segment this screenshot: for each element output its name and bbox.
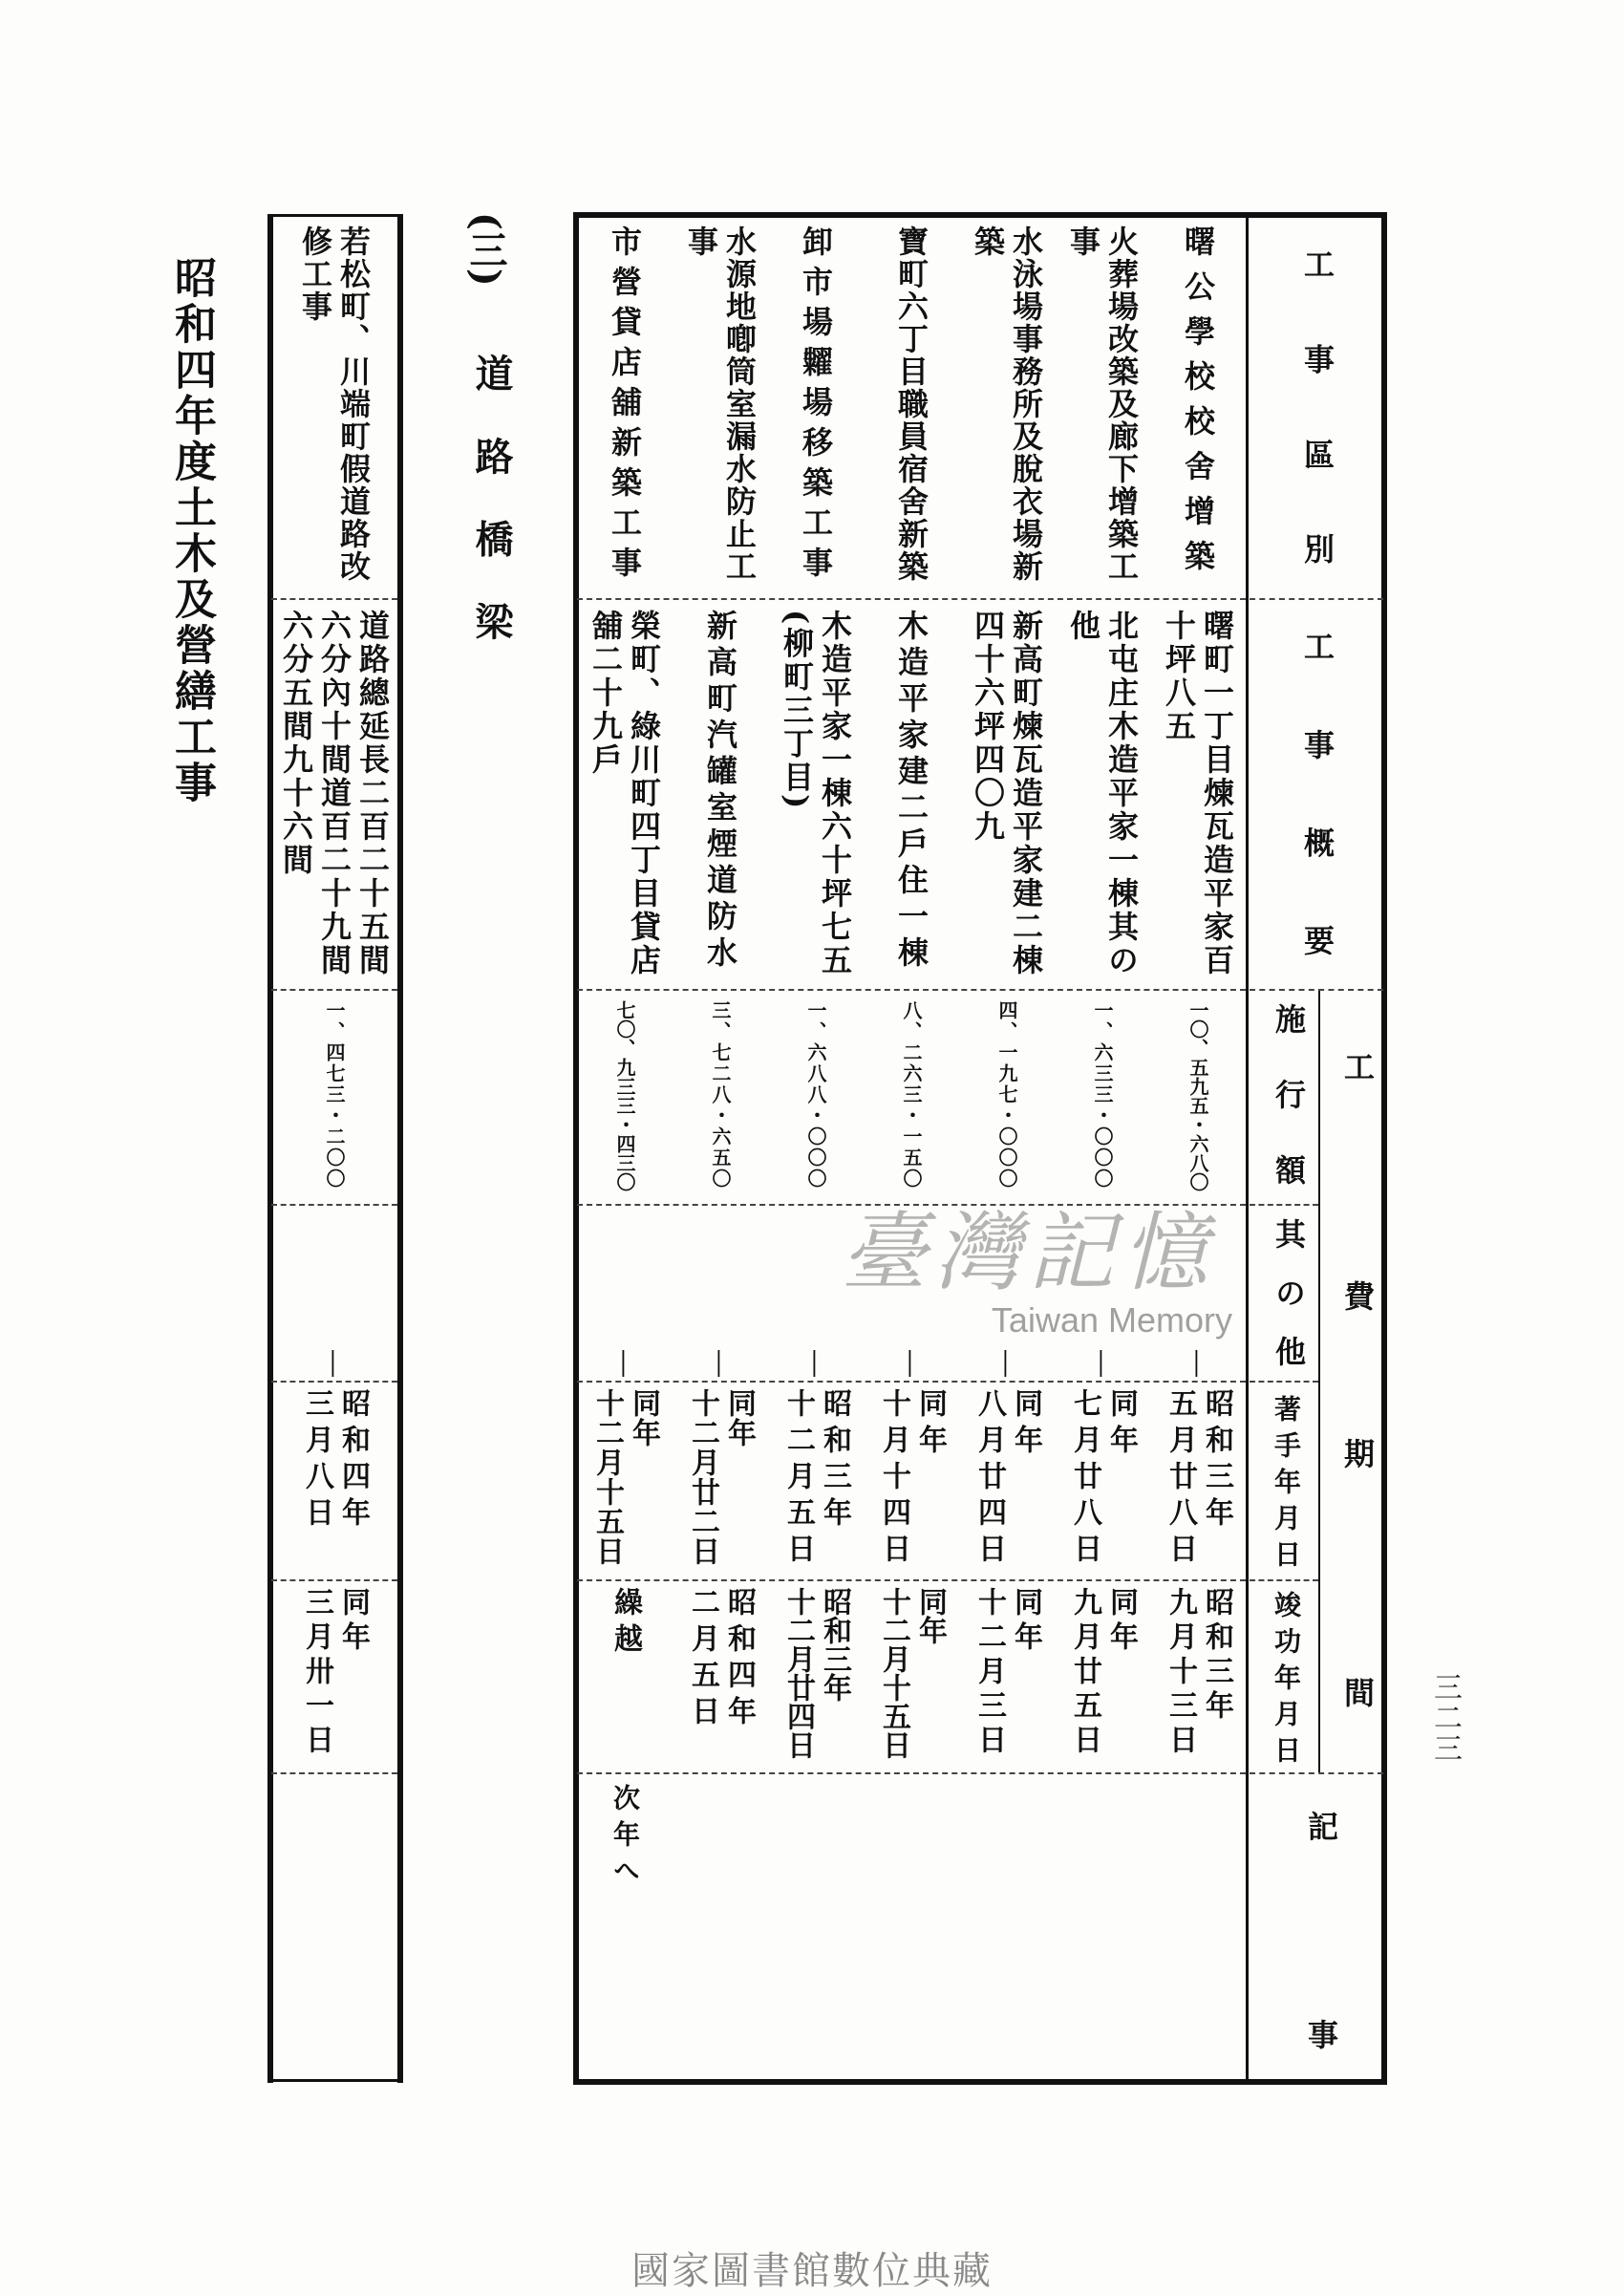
name-text: 若松町、川端町假道路改 修工事 xyxy=(297,225,372,583)
cell-cost xyxy=(864,989,959,1204)
header-cost-2: 費 xyxy=(1339,1280,1376,1311)
cell-start xyxy=(864,1381,959,1579)
cell-note xyxy=(577,1772,673,2081)
cell-name xyxy=(269,214,399,598)
cell-summary xyxy=(768,598,864,989)
cell-other xyxy=(959,1204,1055,1381)
end-text: 昭和四年 二月五日 xyxy=(686,1587,756,1732)
other-text: ― xyxy=(705,1350,737,1377)
cell-other xyxy=(269,1204,399,1381)
header-end: 竣功年月日 xyxy=(1271,1591,1302,1763)
cell-other xyxy=(673,1204,768,1381)
cell-note xyxy=(959,1772,1055,2081)
header-separator xyxy=(1250,989,1383,991)
cell-end xyxy=(577,1579,673,1772)
name-text: 水泳場事務所及脫衣場新 築 xyxy=(970,225,1044,583)
cell-end xyxy=(269,1579,399,1772)
cell-end xyxy=(864,1579,959,1772)
summary-text: 榮町、綠川町四丁目貸店 舖二十九戶 xyxy=(588,610,662,977)
row-separator xyxy=(577,598,1246,600)
header-separator xyxy=(1250,1381,1318,1383)
cell-end xyxy=(1055,1579,1150,1772)
cell-start xyxy=(1055,1381,1150,1579)
cell-summary xyxy=(864,598,959,989)
cell-end xyxy=(1150,1579,1246,1772)
watermark-sub: Taiwan Memory xyxy=(991,1300,1232,1340)
cell-start xyxy=(959,1381,1055,1579)
start-text: 昭和三年 五月廿八日 xyxy=(1164,1388,1233,1570)
end-text: 同年 十二月三日 xyxy=(972,1587,1042,1759)
header-start: 著手年月日 xyxy=(1271,1395,1302,1567)
other-text: ― xyxy=(896,1350,928,1377)
cell-cost xyxy=(768,989,864,1204)
summary-text: 木造平家一棟六十坪七五 (柳町三丁目) xyxy=(779,610,853,977)
cell-note xyxy=(673,1772,768,2081)
name-text: 曙公學校校舍增築 xyxy=(1180,225,1216,585)
cell-end xyxy=(673,1579,768,1772)
cell-start xyxy=(673,1381,768,1579)
cell-name xyxy=(768,214,864,598)
cell-other xyxy=(768,1204,864,1381)
section-number: (三) xyxy=(463,212,508,287)
cell-cost xyxy=(959,989,1055,1204)
cost-text: 三、七二八・六五〇 xyxy=(709,1000,732,1190)
row-separator xyxy=(271,1772,397,1774)
end-text: 同年 三月卅一日 xyxy=(300,1587,370,1759)
table-right-border xyxy=(1381,212,1387,2085)
row-separator xyxy=(577,989,1246,991)
other-text: ― xyxy=(992,1350,1023,1377)
row-separator xyxy=(271,1579,397,1581)
cell-other xyxy=(577,1204,673,1381)
row-separator xyxy=(271,1204,397,1206)
summary-text: 道路總延長二百二十五間 六分內十間道百二十九間 六分五間九十六間 xyxy=(278,610,391,977)
cell-summary xyxy=(673,598,768,989)
cell-summary xyxy=(577,598,673,989)
header-cost-other: 其の他 xyxy=(1271,1218,1307,1366)
start-text: 同年 七月廿八日 xyxy=(1068,1388,1138,1570)
header-divider xyxy=(1246,212,1249,2085)
cell-name xyxy=(959,214,1055,598)
cell-name xyxy=(577,214,673,598)
name-text: 寶町六丁目職員宿舍新築 xyxy=(893,225,930,583)
cost-text: 八、二六三・一五〇 xyxy=(900,1000,923,1190)
cell-name xyxy=(673,214,768,598)
other-text: ― xyxy=(319,1350,351,1377)
cell-summary xyxy=(959,598,1055,989)
row-separator xyxy=(577,1381,1246,1383)
cell-cost xyxy=(1150,989,1246,1204)
header-separator xyxy=(1250,1204,1318,1206)
header-period-1: 期 xyxy=(1339,1438,1376,1469)
cell-summary xyxy=(269,598,399,989)
end-text: 昭和三年 九月十三日 xyxy=(1164,1587,1233,1759)
row-separator xyxy=(577,1772,1246,1774)
cell-cost xyxy=(577,989,673,1204)
start-text: 同年 八月廿四日 xyxy=(972,1388,1042,1570)
watermark-main: 臺灣記憶 xyxy=(841,1203,1215,1303)
section-title: 道路橋梁 xyxy=(469,354,514,640)
header-district: 工事區別 xyxy=(1299,248,1336,564)
cell-name xyxy=(1150,214,1246,598)
cell-start xyxy=(768,1381,864,1579)
other-text: ― xyxy=(609,1350,641,1377)
cell-note xyxy=(864,1772,959,2081)
header-summary: 工事概要 xyxy=(1299,631,1336,955)
cell-cost xyxy=(673,989,768,1204)
header-period-2: 間 xyxy=(1339,1677,1376,1707)
end-text: 同年 十二月十五日 xyxy=(877,1587,947,1759)
cell-note xyxy=(1150,1772,1246,2081)
header-separator xyxy=(1250,1772,1383,1774)
summary-text: 北屯庄木造平家一棟其の 他 xyxy=(1065,610,1140,977)
summary-text: 曙町一丁目煉瓦造平家百 十坪八五 xyxy=(1161,610,1235,977)
summary-text: 新高町汽罐室煙道防水 xyxy=(702,610,738,973)
summary-text: 木造平家建二戶住一棟 xyxy=(893,610,930,973)
cell-cost xyxy=(269,989,399,1204)
header-separator xyxy=(1250,598,1383,600)
page-number: 三二三 xyxy=(1428,1672,1462,1764)
row-separator xyxy=(271,1381,397,1383)
cell-other xyxy=(1150,1204,1246,1381)
other-text: ― xyxy=(1087,1350,1119,1377)
start-text: 同年 十二月廿二日 xyxy=(686,1388,756,1566)
row-separator xyxy=(271,598,397,600)
cell-note xyxy=(768,1772,864,2081)
start-text: 昭和三年 十二月五日 xyxy=(781,1388,851,1570)
cell-cost xyxy=(1055,989,1150,1204)
note-text: 次年へ xyxy=(609,1784,641,1893)
header-subdivider xyxy=(1318,989,1320,1772)
cell-start xyxy=(577,1381,673,1579)
cost-text: 七〇、九三三・四三〇 xyxy=(613,1000,636,1191)
summary-text: 新高町煉瓦造平家建二棟 四十六坪四〇九 xyxy=(970,610,1044,977)
end-text: 同年 九月廿五日 xyxy=(1068,1587,1138,1759)
cost-text: 一〇、五九五・六八〇 xyxy=(1186,1000,1209,1191)
start-text: 同年 十二月十五日 xyxy=(590,1388,660,1566)
row-separator xyxy=(577,1204,1246,1206)
cell-name xyxy=(1055,214,1150,598)
cell-name xyxy=(864,214,959,598)
name-text: 卸市場糶場移築工事 xyxy=(798,225,834,587)
other-text: ― xyxy=(801,1350,832,1377)
header-cost-1: 工 xyxy=(1339,1051,1376,1082)
end-text: 昭和三年 十二月廿四日 xyxy=(781,1587,851,1759)
cost-text: 一、四七三・二〇〇 xyxy=(323,1000,346,1190)
cell-end xyxy=(959,1579,1055,1772)
cell-other xyxy=(1055,1204,1150,1381)
row-separator xyxy=(577,1579,1246,1581)
running-title: 昭和四年度土木及營繕工事 xyxy=(167,256,216,806)
name-text: 火葬場改築及廊下增築工 事 xyxy=(1065,225,1140,583)
cell-start xyxy=(1150,1381,1246,1579)
cell-summary xyxy=(1055,598,1150,989)
cell-end xyxy=(768,1579,864,1772)
name-text: 市營貸店舖新築工事 xyxy=(607,225,643,587)
header-cost-amount: 施行額 xyxy=(1271,1003,1307,1185)
cost-text: 一、六八八・〇〇〇 xyxy=(804,1000,827,1190)
other-text: ― xyxy=(1183,1350,1214,1377)
cell-start xyxy=(269,1381,399,1579)
name-text: 水源地喞筒室漏水防止工 事 xyxy=(683,225,758,583)
footer-credit: 國家圖書館數位典藏 xyxy=(631,2249,993,2293)
cell-note xyxy=(269,1772,399,2081)
end-text: 繰越 xyxy=(609,1587,642,1660)
row-separator xyxy=(271,989,397,991)
header-note: 記事 xyxy=(1303,1811,1339,2049)
cell-summary xyxy=(1150,598,1246,989)
header-separator xyxy=(1250,1579,1318,1581)
start-text: 同年 十月十四日 xyxy=(877,1388,947,1570)
cell-note xyxy=(1055,1772,1150,2081)
start-text: 昭和四年 三月八日 xyxy=(300,1388,370,1534)
cost-text: 四、一九七・〇〇〇 xyxy=(995,1000,1018,1190)
cell-other xyxy=(864,1204,959,1381)
cost-text: 一、六三三・〇〇〇 xyxy=(1091,1000,1114,1190)
